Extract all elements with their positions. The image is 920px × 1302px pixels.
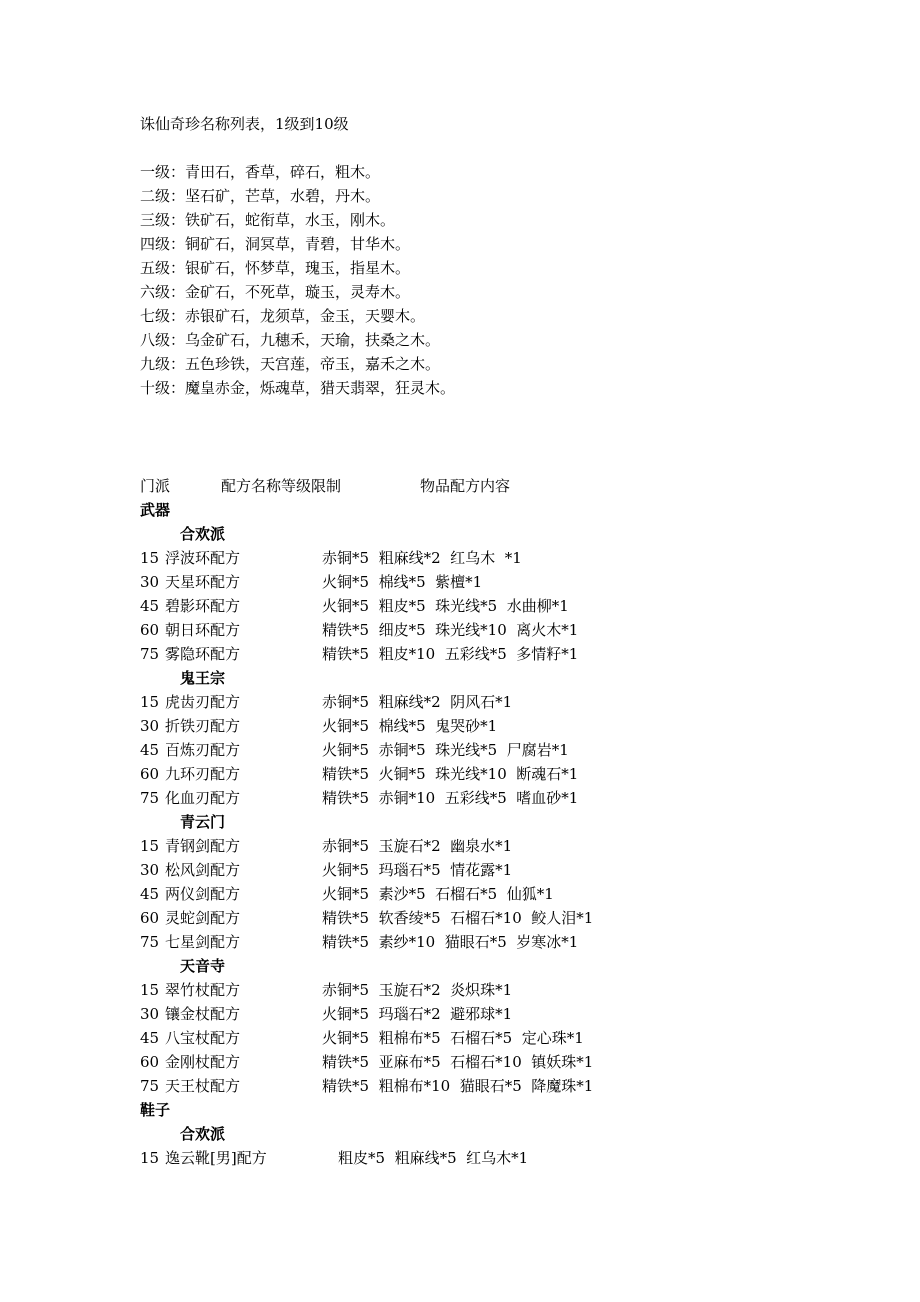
row-level: 15 — [140, 981, 160, 999]
row-recipe: 天王杖配方 — [165, 1077, 241, 1095]
document-title: 诛仙奇珍名称列表，1级到10级 — [140, 115, 349, 133]
row-level: 30 — [140, 573, 160, 591]
row-materials: 精铁*5 软香绫*5 石榴石*10 鲛人泪*1 — [322, 909, 594, 927]
row-materials: 火铜*5 粗棉布*5 石榴石*5 定心珠*1 — [322, 1029, 584, 1047]
row-level: 30 — [140, 717, 160, 735]
header-sect: 门派 — [140, 477, 171, 495]
row-level: 75 — [140, 645, 160, 663]
row-recipe: 灵蛇剑配方 — [165, 909, 241, 927]
row-level: 75 — [140, 933, 160, 951]
row-level: 30 — [140, 861, 160, 879]
row-level: 60 — [140, 1053, 160, 1071]
row-level: 60 — [140, 765, 160, 783]
row-materials: 赤铜*5 玉旋石*2 幽泉水*1 — [322, 837, 513, 855]
row-materials: 火铜*5 素沙*5 石榴石*5 仙狐*1 — [322, 885, 554, 903]
row-recipe: 百炼刃配方 — [165, 741, 241, 759]
level-line: 一级：青田石，香草，碎石，粗木。 — [140, 163, 381, 181]
row-level: 75 — [140, 789, 160, 807]
row-level: 45 — [140, 1029, 160, 1047]
row-materials: 赤铜*5 玉旋石*2 炎炽珠*1 — [322, 981, 513, 999]
level-line: 七级：赤银矿石，龙须草，金玉，天婴木。 — [140, 307, 426, 325]
row-materials: 精铁*5 素纱*10 猫眼石*5 岁寒冰*1 — [322, 933, 579, 951]
row-recipe: 翠竹杖配方 — [165, 981, 241, 999]
row-recipe: 虎齿刃配方 — [165, 693, 241, 711]
level-line: 四级：铜矿石，洞冥草，青碧，甘华木。 — [140, 235, 411, 253]
row-recipe: 镶金杖配方 — [165, 1005, 241, 1023]
row-materials: 精铁*5 细皮*5 珠光线*10 离火木*1 — [322, 621, 579, 639]
level-line: 五级：银矿石，怀梦草，瑰玉，指星木。 — [140, 259, 411, 277]
row-recipe: 青钢剑配方 — [165, 837, 241, 855]
row-materials: 火铜*5 棉线*5 鬼哭砂*1 — [322, 717, 498, 735]
row-materials: 精铁*5 火铜*5 珠光线*10 断魂石*1 — [322, 765, 579, 783]
row-materials: 火铜*5 赤铜*5 珠光线*5 尸腐岩*1 — [322, 741, 569, 759]
sect-heading: 天音寺 — [180, 957, 226, 975]
row-recipe: 九环刃配方 — [165, 765, 241, 783]
row-materials: 精铁*5 赤铜*10 五彩线*5 嗜血砂*1 — [322, 789, 579, 807]
row-materials: 火铜*5 棉线*5 紫檀*1 — [322, 573, 483, 591]
sect-heading: 合欢派 — [180, 1125, 226, 1143]
row-level: 30 — [140, 1005, 160, 1023]
row-materials: 火铜*5 粗皮*5 珠光线*5 水曲柳*1 — [322, 597, 569, 615]
level-line: 八级：乌金矿石，九穗禾，天瑜，扶桑之木。 — [140, 331, 441, 349]
level-line: 二级：坚石矿，芒草，水碧，丹木。 — [140, 187, 381, 205]
row-recipe: 化血刃配方 — [165, 789, 241, 807]
row-materials: 精铁*5 粗棉布*10 猫眼石*5 降魔珠*1 — [322, 1077, 594, 1095]
row-recipe: 浮波环配方 — [165, 549, 241, 567]
row-level: 15 — [140, 1149, 160, 1167]
category-heading: 武器 — [140, 501, 171, 519]
row-recipe: 天星环配方 — [165, 573, 241, 591]
row-level: 75 — [140, 1077, 160, 1095]
row-materials: 精铁*5 亚麻布*5 石榴石*10 镇妖珠*1 — [322, 1053, 594, 1071]
row-level: 45 — [140, 885, 160, 903]
row-recipe: 七星剑配方 — [165, 933, 241, 951]
row-materials: 火铜*5 玛瑙石*5 情花露*1 — [322, 861, 513, 879]
sect-heading: 鬼王宗 — [180, 669, 226, 687]
row-recipe: 八宝杖配方 — [165, 1029, 241, 1047]
row-level: 60 — [140, 621, 160, 639]
row-recipe: 雾隐环配方 — [165, 645, 241, 663]
row-level: 60 — [140, 909, 160, 927]
level-line: 三级：铁矿石，蛇衔草，水玉，刚木。 — [140, 211, 396, 229]
row-level: 45 — [140, 741, 160, 759]
row-level: 45 — [140, 597, 160, 615]
sect-heading: 合欢派 — [180, 525, 226, 543]
row-recipe: 两仪剑配方 — [165, 885, 241, 903]
row-recipe: 金刚杖配方 — [165, 1053, 241, 1071]
row-materials: 火铜*5 玛瑙石*2 避邪球*1 — [322, 1005, 513, 1023]
row-materials: 赤铜*5 粗麻线*2 阴风石*1 — [322, 693, 513, 711]
row-recipe: 逸云靴[男]配方 — [165, 1149, 267, 1167]
header-recipe-level: 配方名称等级限制 — [221, 477, 342, 495]
row-recipe: 碧影环配方 — [165, 597, 241, 615]
row-level: 15 — [140, 693, 160, 711]
level-line: 九级：五色珍铁，天宫莲，帝玉，嘉禾之木。 — [140, 355, 441, 373]
row-level: 15 — [140, 549, 160, 567]
row-materials: 赤铜*5 粗麻线*2 红乌木 *1 — [322, 549, 522, 567]
row-recipe: 折铁刃配方 — [165, 717, 241, 735]
level-line: 六级：金矿石，不死草，璇玉，灵寿木。 — [140, 283, 411, 301]
category-heading: 鞋子 — [140, 1101, 171, 1119]
row-materials: 精铁*5 粗皮*10 五彩线*5 多情籽*1 — [322, 645, 579, 663]
header-materials: 物品配方内容 — [420, 477, 511, 495]
row-level: 15 — [140, 837, 160, 855]
row-materials: 粗皮*5 粗麻线*5 红乌木*1 — [338, 1149, 529, 1167]
row-recipe: 松风剑配方 — [165, 861, 241, 879]
row-recipe: 朝日环配方 — [165, 621, 241, 639]
level-line: 十级：魔皇赤金，烁魂草，猎天翡翠，狂灵木。 — [140, 379, 456, 397]
sect-heading: 青云门 — [180, 813, 226, 831]
